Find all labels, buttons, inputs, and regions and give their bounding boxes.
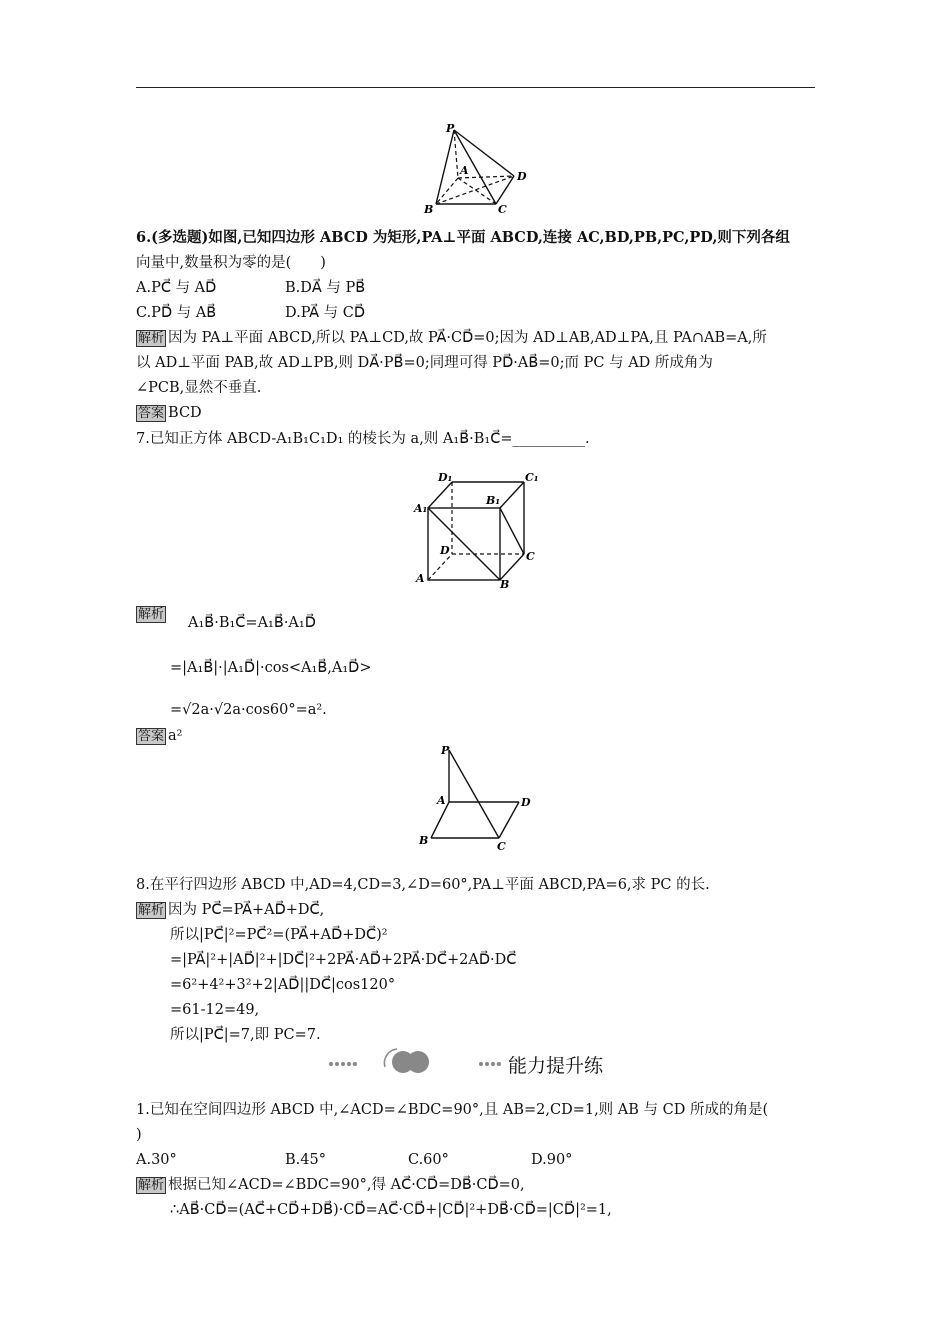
q7-answer: 答案 a² [138,728,183,744]
label-P: P [441,744,450,757]
solution-tag: 解析 [138,1178,165,1193]
q1-solution-line2: ∴AB⃗·CD⃗=(AC⃗+CD⃗+DB⃗)·CD⃗=AC⃗·CD⃗+|CD⃗|²+DB⃗·CD⃗=|CD⃗|²=1, [170,1202,612,1218]
q8-solution-line4: =6²+4²+3²+2|AD⃗||DC⃗|cos120° [170,977,396,993]
q6-option-b: B.DA⃗ 与 PB⃗ [285,280,366,296]
answer-tag: 答案 [138,729,165,744]
banner-decoration-icon [325,1045,505,1085]
label-C: C [497,840,506,852]
q8-solution-line2: 所以|PC⃗|²=PC⃗²=(PA⃗+AD⃗+DC⃗)² [170,927,388,943]
label-B: B [419,834,429,847]
answer-tag: 答案 [138,406,165,421]
q6-answer: 答案 BCD [138,405,202,421]
label-D: D [440,544,450,557]
label-A: A [460,164,469,177]
label-D: D [517,170,527,183]
parallelogram-figure [415,742,535,852]
q8-solution-line1: 解析 因为 PC⃗=PA⃗+AD⃗+DC⃗, [138,902,325,918]
q6-solution-line3: ∠PCB,显然不垂直. [136,380,262,396]
q6-stem-line2: 向量中,数量积为零的是( ) [136,255,326,271]
q8-stem: 8.在平行四边形 ABCD 中,AD=4,CD=3,∠D=60°,PA⊥平面 ABCD,PA=6,求 PC 的长. [136,877,710,893]
q8-solution-line3: =|PA⃗|²+|AD⃗|²+|DC⃗|²+2PA⃗·AD⃗+2PA⃗·DC⃗+2AD⃗·DC⃗ [170,952,517,968]
q6-solution-line1: 解析 因为 PA⊥平面 ABCD,所以 PA⊥CD,故 PA⃗·CD⃗=0;因为 AD⊥AB,AD⊥PA,且 PA∩AB=A,所 [138,330,767,346]
label-A: A [437,794,446,807]
q7-solution-line3: =√2a·√2a·cos60°=a². [170,702,327,718]
label-B: B [500,578,510,590]
pyramid-figure [418,118,538,218]
q7-stem: 7.已知正方体 ABCD-A₁B₁C₁D₁ 的棱长为 a,则 A₁B⃗·B₁C⃗=__________. [136,431,590,447]
q6-option-c: C.PD⃗ 与 AB⃗ [136,305,217,321]
label-A: A [416,572,425,585]
q1-option-c: C.60° [408,1152,449,1168]
q6-solution-line2: 以 AD⊥平面 PAB,故 AD⊥PB,则 DA⃗·PB⃗=0;同理可得 PD⃗·AB⃗=0;而 PC 与 AD 所成角为 [136,355,713,371]
q6-option-a: A.PC⃗ 与 AD⃗ [136,280,217,296]
label-P: P [446,122,455,135]
section-banner [325,1045,655,1085]
label-C: C [498,203,507,216]
q6-stem-line1: 6.(多选题)如图,已知四边形 ABCD 为矩形,PA⊥平面 ABCD,连接 AC,BD,PB,PC,PD,则下列各组 [136,229,790,246]
header-rule [136,87,815,88]
cube-figure [410,468,545,590]
q7-solution-line1: A₁B⃗·B₁C⃗=A₁B⃗·A₁D⃗ [188,615,316,631]
q1-option-d: D.90° [531,1152,573,1168]
label-C1: C₁ [525,471,539,484]
q1-option-b: B.45° [285,1152,326,1168]
q7-solution-line2: =|A₁B⃗|·|A₁D⃗|·cos<A₁B⃗,A₁D⃗> [170,660,372,676]
q1-stem-line1: 1.已知在空间四边形 ABCD 中,∠ACD=∠BDC=90°,且 AB=2,CD=1,则 AB 与 CD 所成的角是( [136,1102,769,1118]
label-D: D [521,796,531,809]
q1-option-a: A.30° [136,1152,177,1168]
solution-tag: 解析 [138,903,165,918]
q1-solution-line1: 解析 根据已知∠ACD=∠BDC=90°,得 AC⃗·CD⃗=DB⃗·CD⃗=0, [138,1177,525,1193]
label-A1: A₁ [414,502,428,515]
label-B: B [424,203,434,216]
label-C: C [526,550,535,563]
label-D1: D₁ [438,471,453,484]
label-B1: B₁ [486,494,501,507]
q7-solution-tag: 解析 [138,607,165,622]
q1-stem-line2: ) [136,1127,142,1143]
q8-solution-line6: 所以|PC⃗|=7,即 PC=7. [170,1027,321,1043]
section-title: 能力提升练 [508,1055,604,1077]
solution-tag: 解析 [138,331,165,346]
q6-option-d: D.PA⃗ 与 CD⃗ [285,305,366,321]
q8-solution-line5: =61-12=49, [170,1002,260,1018]
